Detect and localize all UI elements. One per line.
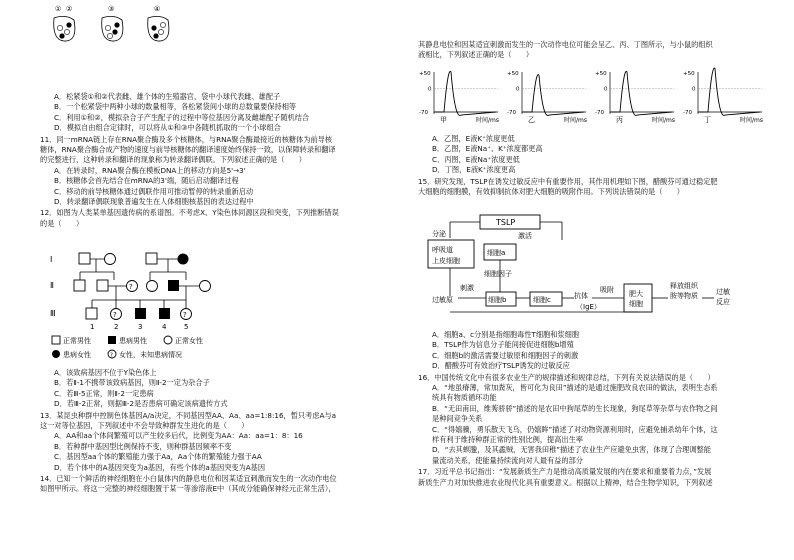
id-label: 4 [162, 323, 167, 331]
tick-label: 0 [604, 86, 608, 93]
bag-label: ③ [108, 5, 115, 13]
q16-stem: 16．中国传统文化中有很多农业生产的规律描述和规律总结，下列有关说法错误的是（ ） [418, 372, 715, 382]
graph-name: 乙 [528, 116, 535, 124]
q16-option-c-2: 样有利于维持种群正常的性别比例，提高出生率 [432, 435, 583, 445]
x-axis-label: 时间/ms [652, 117, 675, 124]
q16-option-b-2: 是种间竞争关系 [432, 414, 483, 424]
potential-curve [610, 71, 672, 115]
q11-stem-1: 11．同一mRNA链上存在RNA聚合酶及多个核糖体，与RNA聚合酶最接近的核糖体为前导核 [40, 134, 333, 144]
q10-option-d: D．模拟自由组合定律时，可以将从①和③中各随机抓取的一个小球组合 [54, 123, 281, 133]
activate-label: 激活 [518, 232, 532, 240]
id-label: 3 [138, 323, 143, 331]
male-normal [74, 280, 85, 291]
bags-figure [44, 4, 184, 44]
unknown-mark: ? [110, 352, 113, 359]
tick-label: +50 [507, 71, 519, 77]
id-label: 5 [184, 323, 189, 331]
allergy-label-2: 反应 [716, 298, 730, 306]
q15-option-a: A．细胞a、c分别是指细胞毒性T细胞和浆细胞 [432, 330, 580, 339]
legend-label: 正常男性 [63, 337, 91, 345]
q16-option-c-1: C．“得嬉骥，勇乐散天飞乌，仍嬉眸”描述了对动物资源利用时，应避免捕杀幼年个体，这 [432, 424, 718, 434]
q13-option-a: A．AA和aa个体间繁殖可以产生较多后代，比例变为AA：Aa：aa=1：8：16 [54, 431, 303, 441]
antibody-label: 抗体 [574, 292, 588, 300]
q11-option-a: A．在转录时，RNA聚合酶在模板DNA上的移动方向是5'→3' [54, 165, 246, 175]
legend-label: 女性，未知患病情况 [119, 351, 182, 359]
q15-stem-1: 15．研究发现，TSLP在诱发过敏反应中有重要作用，其作用机理如下图，醋酸芬可通过稳定肥 [418, 176, 718, 186]
graph-name: 丙 [616, 116, 623, 124]
bag-3 [148, 5, 169, 41]
q14-option-b: B．乙图，E液Na⁺、K⁺浓度都更高 [432, 144, 543, 154]
x-axis-label: 时间/ms [476, 117, 499, 124]
q16-option-a-1: A．“地虽瘠薄，常加粪灰，皆可化为良田”描述的是通过施肥改良农田的做法，表明生态系 [432, 383, 718, 393]
male-affected [135, 308, 146, 319]
q12-option-a: A．该致病基因不位于Y染色体上 [54, 368, 157, 377]
mast-label: 肥大 [629, 290, 643, 298]
legend-female-normal [164, 336, 172, 344]
q12-stem-1: 12．如图为人类某单基因遗传病的系谱图。不考虑X、Y染色体同源区段和突变，下列推断错误 [40, 208, 339, 218]
potential-curve [522, 75, 584, 116]
male-normal [79, 253, 90, 264]
male-affected [159, 308, 170, 319]
potential-curve [698, 68, 760, 115]
legend-label: 患病男性 [119, 337, 147, 345]
tick-label: -70 [683, 110, 692, 116]
gen-label-iii: Ⅲ [50, 309, 56, 318]
mast-label-2: 细胞 [629, 300, 643, 308]
q17-stem-2: 新质生产力对加快推进农业现代化具有重要意义。根据以上精神，结合生物学知识，下列叙述 [418, 477, 713, 487]
q15-q17-text [418, 330, 778, 488]
graph-name: 甲 [440, 116, 447, 124]
tslp-flow-diagram [422, 212, 752, 324]
q11-option-c: C．移动的前导核糖体通过偶联作用可推动暂停的转录重新启动 [54, 186, 254, 196]
potential-curve [434, 71, 496, 115]
q15-option-b: B．TSLP作为信息分子能间接促进细胞b增殖 [432, 340, 574, 350]
bag-label: ② [66, 5, 73, 13]
tick-label: -70 [507, 110, 516, 116]
q11-option-b: B．核糖体会首先结合在mRNA的3'端，随后启动翻译过程 [54, 176, 239, 186]
tick-label: -70 [595, 110, 604, 116]
left-column [40, 0, 392, 560]
male-affected [168, 280, 179, 291]
gen-label-i: Ⅰ [50, 255, 53, 264]
gen-label-ii: Ⅱ [50, 281, 54, 290]
q12-option-b: B．若Ⅱ-1不携带该致病基因，则Ⅱ-2一定为杂合子 [54, 378, 210, 388]
q14-stem-2: 如图甲所示。将这一完整的神经细胞置于某一等渗溶液E中（其成分能确保神经元正常生活）， [40, 484, 336, 494]
graph-name: 丁 [704, 116, 711, 124]
antibody-ige: （IgE） [576, 303, 601, 311]
bag-2 [102, 5, 123, 41]
q16-option-d-1: D．“去其螟螣，及其蟊贼，无害我田稚”描述了农业生产应避免虫害，体现了合理调整能 [432, 445, 711, 455]
release-label-2: 胺等物质 [670, 292, 698, 300]
q14-option-a: A．乙图，E液K⁺浓度更低 [432, 134, 515, 143]
q15-option-c: C．细胞b的激活需要过敏原和细胞因子的刺激 [432, 350, 579, 360]
cell-a-label: 细胞a [487, 249, 506, 257]
male-normal [146, 253, 157, 264]
female-normal [105, 254, 116, 265]
epithelial-label: 呼吸道 [432, 246, 453, 254]
right-column [418, 0, 778, 560]
q14-option-d: D．丁图，E液K⁺浓度更高 [432, 165, 516, 175]
q14-q15-text [418, 134, 778, 197]
q11-option-d: D．转录翻译偶联现象普遍发生在人体细胞核基因的表达过程中 [54, 197, 254, 207]
q10-option-c: C．利用①和②，模拟杂合子产生配子的过程中等位基因分离及雌雄配子随机结合 [54, 112, 310, 122]
bag-label: ④ [154, 5, 161, 13]
q14-stem-1: 14．已知一个鲜活的神经细胞在小白鼠体内的静息电位和因某适宜刺激而发生的一次动作电位 [40, 474, 337, 484]
q15-stem-2: 大细胞的细胞膜，有效抑制抗体对肥大细胞的吸附作用。下列说法错误的是（ ） [418, 187, 684, 197]
female-normal [147, 281, 158, 292]
x-axis-label: 时间/ms [740, 117, 763, 124]
legend-label: 正常女性 [175, 337, 203, 345]
legend-male-normal [52, 336, 60, 344]
q16-option-b-1: B．“无田甫田，维莠骄骄”描述的是农田中狗尾草的生长现象，狗尾草等杂草与农作物之间 [432, 403, 718, 413]
q11-stem-2: 糖体，RNA聚合酶合成产物的速度与前导核糖体的翻译速度始终保持一致，以保障转录和翻译 [40, 145, 336, 155]
q16-option-d-2: 量流动关系，使能量持续流向对人最有益的部分 [432, 455, 583, 465]
unknown-mark: ? [113, 311, 117, 319]
tslp-label: TSLP [496, 218, 516, 227]
adsorb-label: 吸附 [600, 286, 614, 294]
cytokine-label: 细胞因子 [484, 270, 512, 278]
q13-option-d: D．若个体中的A基因突变为a基因，有些个体的a基因突变为A基因 [54, 462, 266, 472]
q10-options [40, 92, 392, 229]
q13-option-c: C．基因型aa个体的繁殖能力强于Aa，Aa个体的繁殖能力强于AA [54, 452, 262, 462]
female-normal [200, 281, 211, 292]
stimulate-label: 刺激 [460, 284, 474, 292]
x-axis-label: 时间/ms [564, 117, 587, 124]
unknown-mark: ? [183, 311, 187, 319]
release-label: 释放组织 [670, 282, 698, 290]
q10-option-a: A．松紧袋①和②代表雌、雄个体的生殖器官，袋中小球代表雌、雄配子 [54, 92, 281, 101]
male-normal [97, 280, 108, 291]
female-affected [178, 254, 189, 265]
id-label: 2 [114, 323, 119, 331]
bag-1 [54, 5, 75, 41]
legend-male-affected [108, 336, 116, 344]
tick-label: 0 [692, 86, 696, 93]
epithelial-label-2: 上皮细胞 [432, 257, 460, 265]
q15-option-d: D．醋酸芬可有效治疗TSLP诱发的过敏反应 [432, 361, 570, 371]
id-label: 1 [90, 323, 95, 331]
bag-label: ① [55, 5, 62, 13]
unknown-mark: ? [129, 283, 133, 291]
tick-label: -70 [419, 110, 428, 116]
q11-stem-3: 的完整进行，这种转录和翻译的现象称为转录翻译偶联。下列叙述正确的是（ ） [40, 155, 306, 165]
secrete-label: 分泌 [432, 230, 446, 238]
tick-label: 0 [428, 86, 432, 93]
allergen-label: 过敏原 [432, 296, 453, 304]
allergy-label: 过敏 [716, 288, 730, 296]
male-normal [86, 308, 97, 319]
q13-stem-2: 这一对等位基因，下列叙述中不会导致种群发生进化的是（ ） [40, 421, 249, 431]
pedigree-chart [40, 246, 250, 368]
tick-label: +50 [419, 71, 431, 77]
q12-option-d: D．若Ⅲ-2正常，则据Ⅲ-2是否患病可确定该病遗传方式 [54, 399, 228, 409]
q12-13-14-text [40, 368, 392, 495]
q14-option-c: C．丙图，E液Na⁺浓度更低 [432, 154, 520, 164]
q14-cont-1: 其静息电位和因某适宜刺激而发生的一次动作电位可能会呈乙、丙、丁图所示，与小鼠的组织 [418, 40, 713, 49]
q14-cont-2: 液相比，下列叙述正确的是（ ） [418, 50, 534, 60]
legend-female-affected [52, 350, 60, 358]
tick-label: 0 [516, 86, 520, 93]
cell-c-label: 细胞c [533, 296, 551, 304]
q12-option-c: C．若Ⅲ-5正常，则Ⅱ-2一定患病 [54, 388, 154, 398]
q12-stem-2: 的是（ ） [40, 218, 84, 228]
q14-continuation [418, 40, 778, 61]
tick-label: +50 [683, 71, 695, 77]
q10-option-b: B．一个松紧袋中两种小球的数量相等，各松紧袋间小球的总数量要保持相等 [54, 102, 297, 112]
q13-option-b: B．若种群中基因型比例保持不变，则种群基因频率不变 [54, 441, 232, 451]
q16-option-a-2: 统具有物质循环功能 [432, 393, 497, 403]
tick-label: +50 [595, 71, 607, 77]
q13-stem-1: 13．某昆虫种群中控制色体基因A/a决定，不同基因型AA、Aa、aa=1:8:16，暂只考虑A与a [40, 410, 336, 420]
legend-label: 患病女性 [63, 351, 91, 359]
q17-stem-1: 17．习近平总书记指出：“发展新质生产力是推动高质量发展的内在要求和重要着力点，”发展 [418, 467, 712, 477]
action-potential-graphs [418, 66, 778, 132]
cell-b-label: 细胞b [488, 296, 507, 304]
